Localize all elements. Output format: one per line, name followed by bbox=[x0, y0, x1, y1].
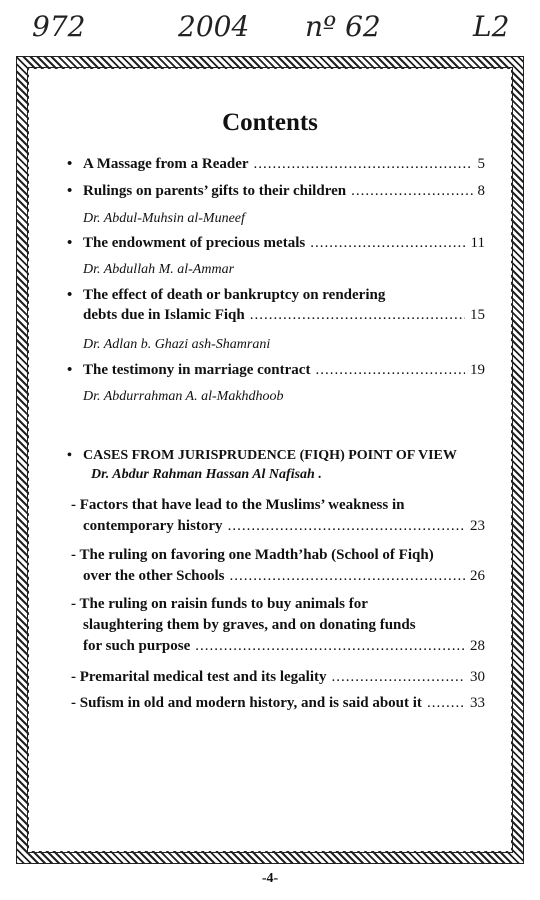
toc-page-number: 26 bbox=[470, 568, 485, 584]
handwritten-note-4: L2 bbox=[473, 10, 510, 43]
toc-entry-title: The endowment of precious metals bbox=[83, 235, 306, 251]
leader-dots bbox=[332, 669, 466, 686]
bullet-icon: • bbox=[67, 156, 73, 172]
toc-page-number: 23 bbox=[470, 518, 485, 534]
case-item[interactable] bbox=[71, 695, 485, 712]
toc-entry[interactable] bbox=[67, 235, 485, 252]
handwritten-annotation bbox=[0, 10, 540, 54]
leader-dots bbox=[315, 362, 465, 379]
toc-entry-title: Rulings on parents’ gifts to their children bbox=[83, 183, 347, 199]
case-item-line1: - Factors that have lead to the Muslims’ weakness in bbox=[71, 497, 405, 513]
leader-dots bbox=[310, 235, 465, 252]
case-item-line1-text: - The ruling on raisin funds to buy animals for bbox=[71, 596, 368, 612]
cases-heading bbox=[67, 448, 485, 464]
toc-author: Dr. Abdullah M. al-Ammar bbox=[83, 262, 235, 277]
toc-entry[interactable] bbox=[67, 183, 485, 200]
case-item[interactable] bbox=[71, 596, 485, 655]
leader-dots bbox=[228, 518, 465, 535]
leader-dots bbox=[351, 183, 472, 200]
toc-entry-title-line2: debts due in Islamic Fiqh bbox=[83, 307, 245, 323]
toc-author: Dr. Abdurrahman A. al-Makhdhoob bbox=[83, 389, 284, 404]
toc-page-number: 11 bbox=[470, 235, 485, 251]
handwritten-note-2: 2004 bbox=[178, 10, 250, 43]
cases-author: Dr. Abdur Rahman Hassan Al Nafisah . bbox=[91, 467, 322, 482]
case-item[interactable] bbox=[71, 497, 485, 535]
page-title: Contents bbox=[222, 109, 318, 136]
decorative-border-frame bbox=[16, 56, 524, 864]
toc-page-number: 5 bbox=[477, 156, 485, 172]
toc-author: Dr. Adlan b. Ghazi ash-Shamrani bbox=[83, 337, 271, 352]
case-item[interactable] bbox=[71, 547, 485, 585]
toc-page-number: 30 bbox=[470, 669, 485, 685]
cases-heading-text: CASES FROM JURISPRUDENCE (FIQH) POINT OF VIEW bbox=[83, 448, 457, 463]
toc-entry-title: The testimony in marriage contract bbox=[83, 362, 311, 378]
toc-page-number: 28 bbox=[470, 638, 485, 654]
toc-author: Dr. Abdul-Muhsin al-Muneef bbox=[83, 211, 245, 226]
bullet-icon: • bbox=[67, 235, 73, 251]
leader-dots bbox=[250, 307, 465, 324]
bullet-icon: • bbox=[67, 183, 73, 199]
toc-entry[interactable] bbox=[67, 287, 485, 324]
case-item-line3: for such purpose bbox=[83, 638, 191, 654]
case-item-line1: - The ruling on favoring one Madth’hab (School of Fiqh) bbox=[71, 547, 434, 563]
bullet-icon: • bbox=[67, 287, 73, 303]
toc-entry-title-line1: The effect of death or bankruptcy on rendering bbox=[83, 287, 386, 303]
case-item-line1: - Sufism in old and modern history, and is said about it bbox=[71, 695, 422, 711]
toc-page-number: 8 bbox=[477, 183, 485, 199]
toc-page-number: 33 bbox=[470, 695, 485, 711]
handwritten-note-1: 972 bbox=[32, 10, 86, 43]
toc-entry[interactable] bbox=[67, 362, 485, 379]
toc-page-number: 15 bbox=[470, 307, 485, 323]
leader-dots bbox=[254, 156, 473, 173]
leader-dots bbox=[427, 695, 465, 712]
toc-entry[interactable] bbox=[67, 156, 485, 173]
case-item-line2: slaughtering them by graves, and on donating funds bbox=[83, 617, 416, 633]
footer-page-number: -4- bbox=[261, 871, 279, 886]
bullet-icon: • bbox=[67, 362, 73, 378]
toc-entry-title: A Massage from a Reader bbox=[83, 156, 249, 172]
leader-dots bbox=[230, 568, 465, 585]
case-item-line1 bbox=[71, 596, 485, 613]
handwritten-note-3: nº 62 bbox=[305, 10, 381, 43]
case-item[interactable] bbox=[71, 669, 485, 686]
case-item-line2: over the other Schools bbox=[83, 568, 225, 584]
toc-page-number: 19 bbox=[470, 362, 485, 378]
bullet-icon: • bbox=[67, 448, 72, 463]
case-item-line2: contemporary history bbox=[83, 518, 223, 534]
case-item-line1: - Premarital medical test and its legality bbox=[71, 669, 327, 685]
leader-dots bbox=[195, 638, 465, 655]
